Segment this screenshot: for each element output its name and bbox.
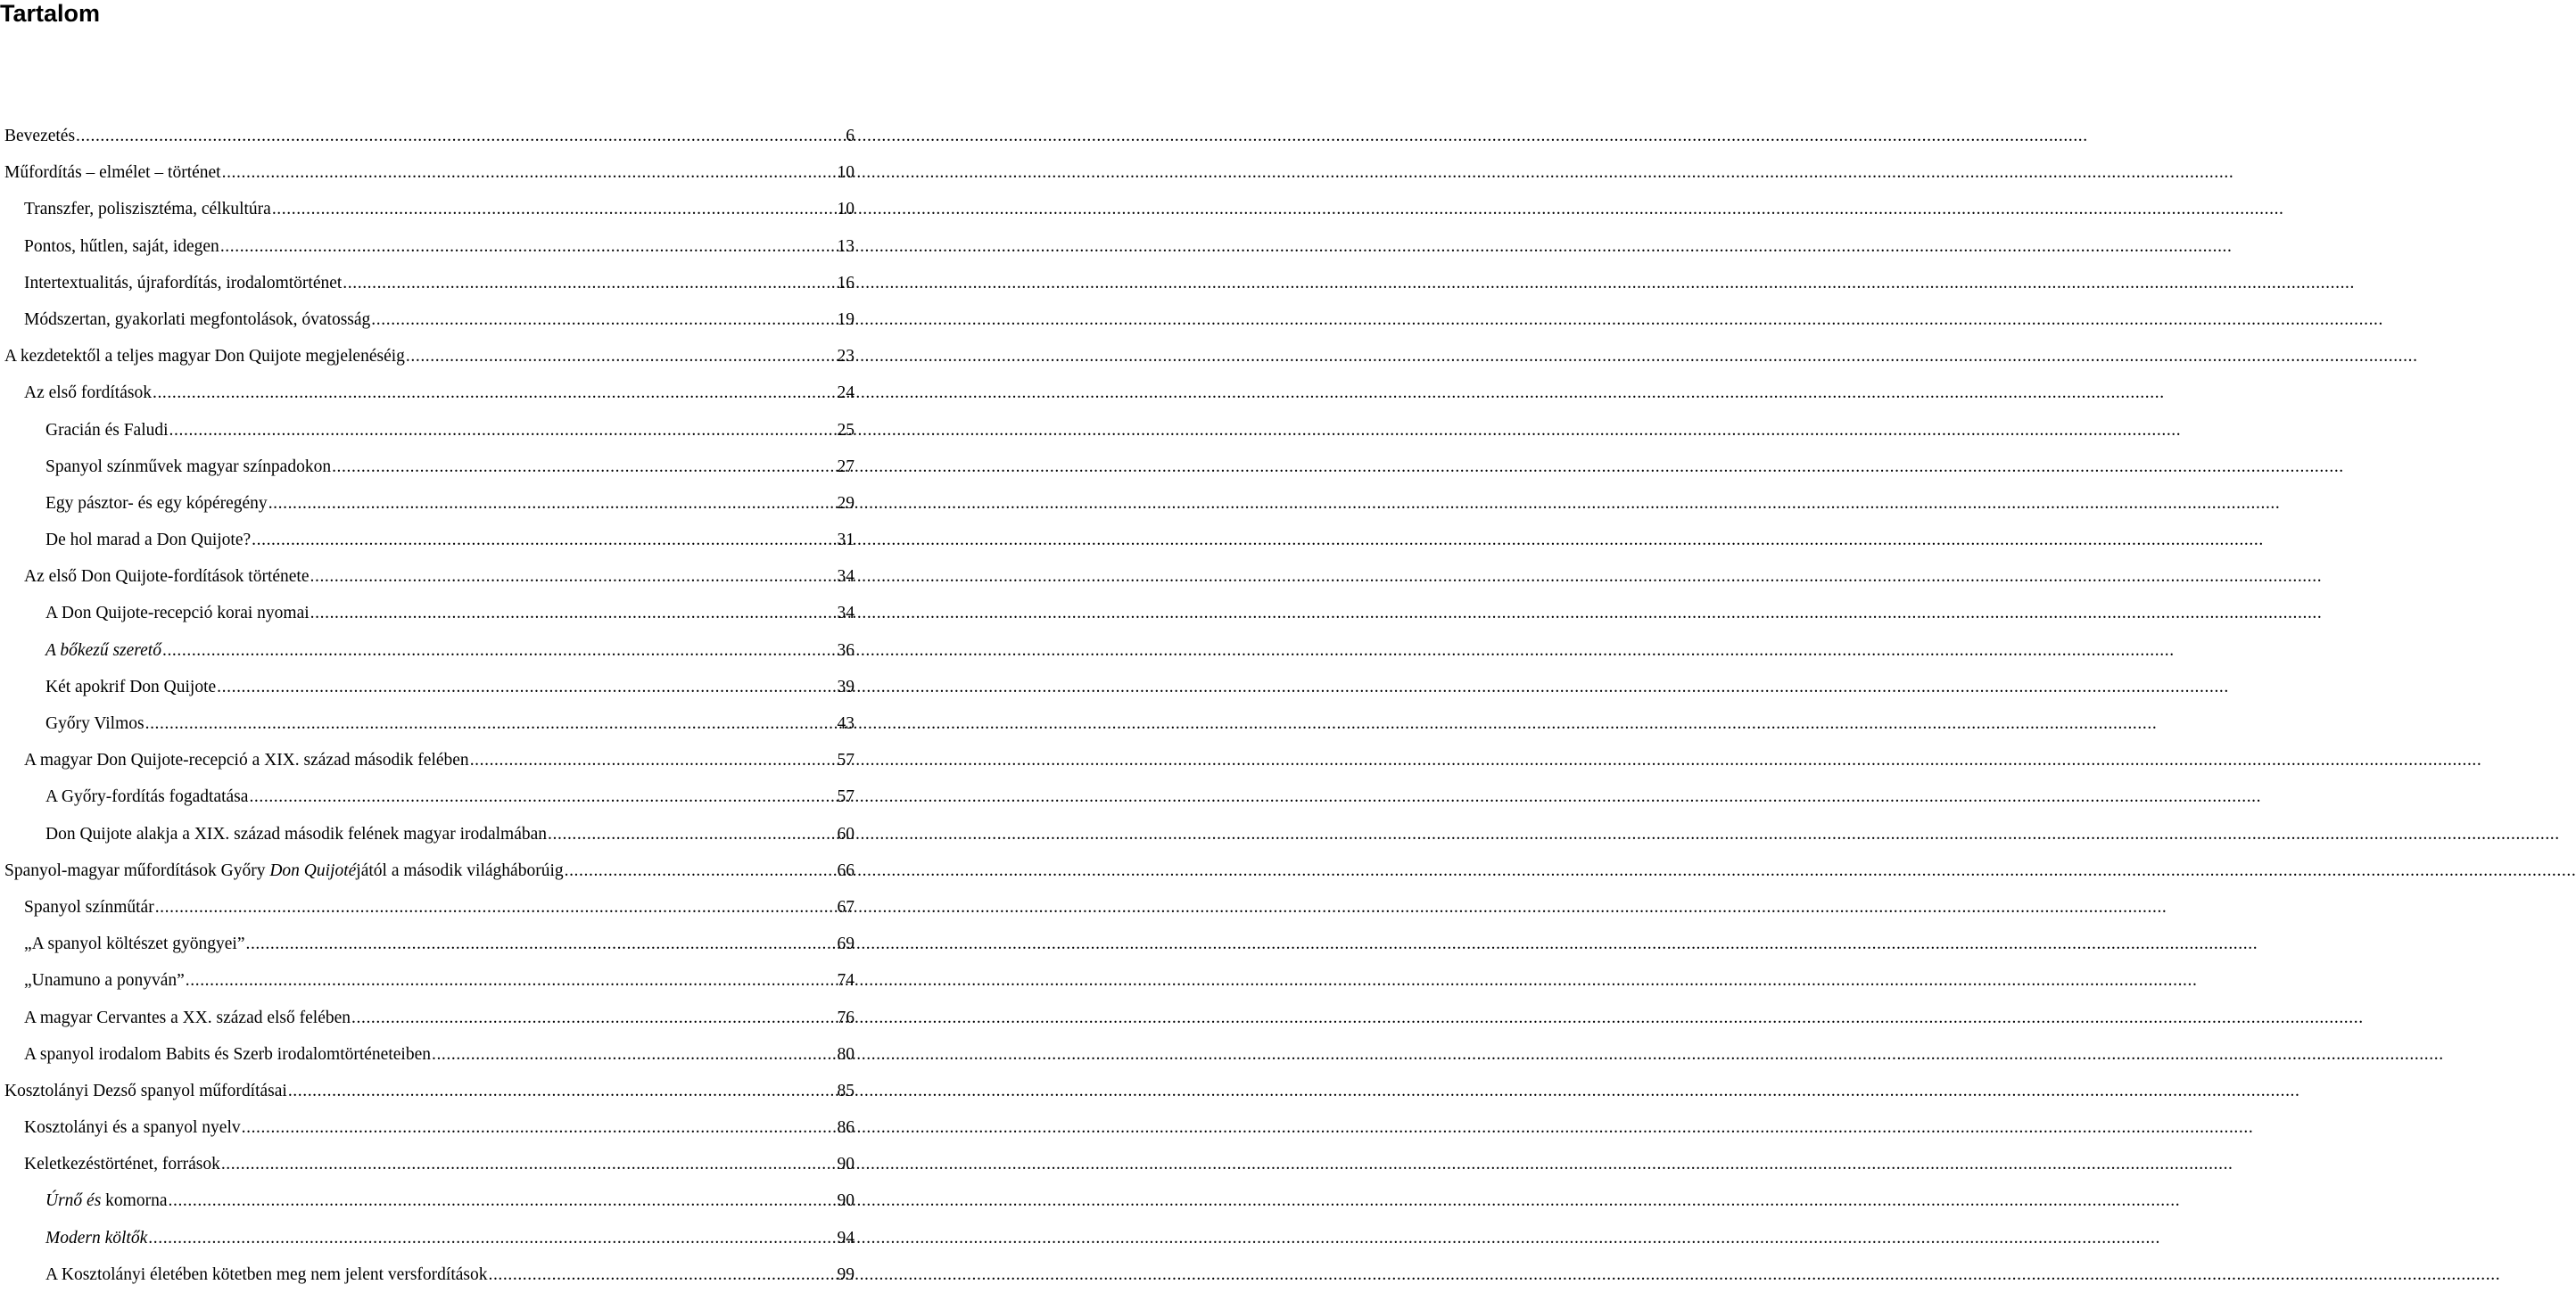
dot-leader — [249, 778, 835, 815]
toc-entry[interactable] — [0, 338, 856, 375]
toc-entry-title: „Unamuno a ponyván” — [24, 971, 185, 991]
dot-leader — [272, 191, 836, 227]
toc-entry[interactable] — [0, 1256, 856, 1293]
toc-entry-title: A magyar Cervantes a XX. század első felében — [24, 1008, 351, 1027]
toc-entry[interactable] — [0, 1000, 856, 1036]
toc-entry[interactable] — [0, 926, 856, 962]
toc-entry-title: A kezdetektől a teljes magyar Don Quijote megjelenéséig — [4, 347, 405, 366]
toc-entry-title: Pontos, hűtlen, saját, idegen — [24, 236, 219, 256]
toc-page-number: 19 — [837, 309, 855, 329]
toc-entry-title: Transzfer, poliszisztéma, célkultúra — [24, 200, 271, 219]
toc-entry-title: Műfordítás – elmélet – történet — [4, 163, 221, 183]
toc-entry-title: A magyar Don Quijote-recepció a XIX. század második felében — [24, 751, 469, 770]
toc-entry-title: Don Quijote alakja a XIX. század második felének magyar irodalmában — [45, 824, 548, 844]
dot-leader — [153, 375, 836, 411]
toc-page-number: 90 — [837, 1191, 855, 1211]
toc-entry[interactable] — [0, 1182, 856, 1219]
dot-leader — [155, 889, 836, 926]
toc-page-number: 23 — [837, 347, 855, 366]
toc-page-number: 69 — [837, 935, 855, 954]
toc-page-number: 16 — [837, 273, 855, 292]
toc-page-number: 39 — [837, 677, 855, 696]
toc-entry-title: Modern költők — [45, 1228, 148, 1248]
toc-entry-title: A spanyol irodalom Babits és Szerb irodalomtörténeteiben — [24, 1044, 431, 1064]
toc-entry[interactable] — [0, 1036, 856, 1073]
dot-leader — [186, 962, 836, 999]
dot-leader — [148, 1220, 835, 1256]
toc-page-number: 86 — [837, 1118, 855, 1138]
toc-page-number: 66 — [837, 861, 855, 880]
toc-page-number: 24 — [837, 383, 855, 403]
toc-entry[interactable] — [0, 1220, 856, 1256]
toc-entry[interactable] — [0, 412, 856, 449]
toc-page-number: 6 — [846, 127, 855, 145]
toc-entry-title: Gracián és Faludi — [45, 420, 169, 440]
toc-entry[interactable] — [0, 154, 856, 191]
toc-entry[interactable] — [0, 485, 856, 522]
toc-page-number: 67 — [837, 897, 855, 917]
toc-page-number: 34 — [837, 604, 855, 623]
toc-entry-title: Egy pásztor- és egy kópéregény — [45, 493, 268, 513]
toc-page-number: 74 — [837, 971, 855, 991]
toc-entry-title: Kosztolányi és a spanyol nyelv — [24, 1118, 241, 1138]
toc-entry-title: Intertextualitás, újrafordítás, irodalomtörténet — [24, 273, 343, 292]
toc-entry-title: A bőkezű szerető — [45, 640, 161, 660]
toc-entry-title-part: komorna — [101, 1191, 168, 1211]
toc-page-number: 13 — [837, 236, 855, 256]
toc-page-number: 25 — [837, 420, 855, 440]
toc-entry-title: Két apokrif Don Quijote — [45, 677, 217, 696]
page-title: Tartalom — [0, 0, 101, 27]
toc-entry-title: A Don Quijote-recepció korai nyomai — [45, 604, 310, 623]
toc-page-number: 80 — [837, 1044, 855, 1064]
dot-leader — [145, 705, 836, 742]
toc-page-number: 10 — [837, 163, 855, 183]
toc-page-number: 85 — [837, 1081, 855, 1100]
dot-leader — [242, 1109, 836, 1146]
toc-page-number: 31 — [837, 531, 855, 550]
toc-page-number: 34 — [837, 567, 855, 587]
toc-entry[interactable] — [0, 228, 856, 265]
toc-entry-title: Módszertan, gyakorlati megfontolások, óvatosság — [24, 309, 371, 329]
toc-entry[interactable] — [0, 191, 856, 227]
toc-entry[interactable] — [0, 778, 856, 815]
dot-leader — [288, 1073, 836, 1109]
toc-entry-title: Keletkezéstörténet, források — [24, 1155, 220, 1174]
toc-entry-title: Spanyol színműtár — [24, 897, 154, 917]
dot-leader — [162, 632, 836, 669]
toc-entry-title-part: Don Quijoté — [269, 861, 357, 880]
toc-entry-title — [45, 1182, 168, 1219]
toc-entry-title: Az első fordítások — [24, 383, 152, 403]
toc-entry-title: De hol marad a Don Quijote? — [45, 531, 252, 550]
dot-leader — [222, 154, 836, 191]
toc-page-number: 94 — [837, 1228, 855, 1248]
dot-leader — [245, 926, 835, 962]
toc-entry[interactable] — [0, 1109, 856, 1146]
toc-page-number: 29 — [837, 493, 855, 513]
dot-leader — [310, 595, 836, 631]
toc-entry[interactable] — [0, 265, 856, 301]
toc-page-number: 90 — [837, 1155, 855, 1174]
dot-leader — [470, 742, 836, 778]
toc-entry-title: A Kosztolányi életében kötetben meg nem jelent versfordítások — [45, 1264, 488, 1284]
toc-entry[interactable] — [0, 632, 856, 669]
toc-page-number: 27 — [837, 457, 855, 476]
dot-leader — [220, 228, 836, 265]
toc-entry[interactable] — [0, 705, 856, 742]
table-of-contents — [0, 118, 856, 1293]
dot-leader — [432, 1036, 836, 1073]
toc-entry[interactable] — [0, 375, 856, 411]
toc-entry[interactable] — [0, 1146, 856, 1182]
toc-page-number: 43 — [837, 714, 855, 733]
dot-leader — [169, 412, 836, 449]
toc-entry[interactable] — [0, 449, 856, 485]
toc-page-number: 36 — [837, 640, 855, 660]
toc-entry[interactable] — [0, 742, 856, 778]
dot-leader — [76, 118, 844, 154]
toc-entry[interactable] — [0, 595, 856, 631]
toc-entry-title: „A spanyol költészet gyöngyei” — [24, 935, 245, 954]
toc-entry[interactable] — [0, 669, 856, 705]
toc-page-number: 10 — [837, 200, 855, 219]
toc-entry[interactable] — [0, 889, 856, 926]
dot-leader — [351, 1000, 835, 1036]
toc-entry-title: Spanyol színművek magyar színpadokon — [45, 457, 332, 476]
toc-entry-title: Bevezetés — [4, 127, 76, 145]
toc-page-number: 76 — [837, 1008, 855, 1027]
toc-entry[interactable] — [0, 852, 856, 889]
toc-entry[interactable] — [0, 558, 856, 595]
toc-entry[interactable] — [0, 1073, 856, 1109]
dot-leader — [548, 816, 835, 852]
dot-leader — [252, 522, 835, 558]
toc-entry-title-part: Úrnő és — [45, 1191, 102, 1211]
toc-entry[interactable] — [0, 816, 856, 852]
toc-entry-title-part: jától a második világháborúig — [356, 861, 564, 880]
toc-page-number: 60 — [837, 824, 855, 844]
toc-page-number: 57 — [837, 787, 855, 807]
toc-entry[interactable] — [0, 522, 856, 558]
toc-entry-title-part: Spanyol-magyar műfordítások Győry — [4, 861, 270, 880]
toc-entry[interactable] — [0, 301, 856, 338]
dot-leader — [371, 301, 835, 338]
toc-entry-title — [4, 852, 564, 889]
dot-leader — [343, 265, 835, 301]
toc-page-number: 99 — [837, 1264, 855, 1284]
dot-leader — [221, 1146, 836, 1182]
toc-page-number: 57 — [837, 751, 855, 770]
toc-entry[interactable] — [0, 962, 856, 999]
dot-leader — [217, 669, 835, 705]
dot-leader — [169, 1182, 836, 1219]
toc-entry-title: Kosztolányi Dezső spanyol műfordításai — [4, 1081, 287, 1100]
dot-leader — [268, 485, 836, 522]
toc-entry-title: Az első Don Quijote-fordítások története — [24, 567, 310, 587]
dot-leader — [310, 558, 836, 595]
dot-leader — [565, 852, 836, 889]
toc-entry[interactable] — [0, 118, 856, 154]
dot-leader — [332, 449, 835, 485]
dot-leader — [406, 338, 836, 375]
toc-entry-title: A Győry-fordítás fogadtatása — [45, 787, 249, 807]
toc-entry-title: Győry Vilmos — [45, 714, 144, 733]
dot-leader — [488, 1256, 835, 1293]
